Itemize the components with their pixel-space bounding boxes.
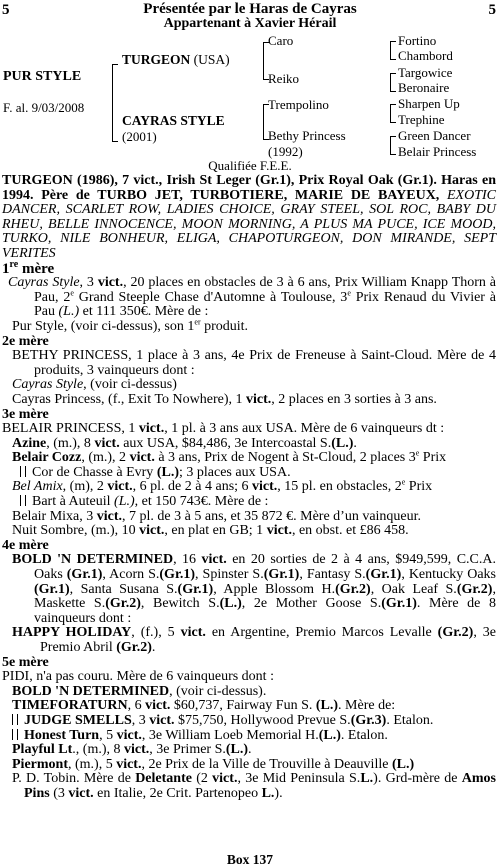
horse-info: F. al. 9/03/2008 (3, 100, 85, 115)
pedigree-bracket-5 (390, 73, 396, 92)
fifth-dam-produce-bold: BOLD 'N DETERMINED, (voir ci-dessus). (12, 683, 267, 699)
third-dam-produce-amix-cont: Bart à Auteuil (L.), et 150 743€. Mère de : (0, 495, 500, 510)
lot-number-left: 5 (2, 2, 10, 18)
pedigree-bracket-1 (112, 64, 118, 142)
pedigree-bracket-7 (390, 136, 396, 155)
qualification: Qualifiée F.E.E. (208, 158, 292, 173)
pedigree-ggs5: Sharpen Up (398, 96, 460, 111)
third-dam-produce-nuit: Nuit Sombre, (m.), 10 vict., en plat en GB; 1 vict., en obst. et £86 458. (12, 523, 409, 539)
third-dam-produce-azine: Azine, (m.), 8 vict. aux USA, $84,486, 3e Intercoastal S.(L.). (12, 435, 357, 451)
pedigree-ggs1: Fortino (398, 33, 437, 48)
first-dam-entry: Cayras Style, 3 vict., 20 places en obstacles de 3 à 6 ans, Prix William Knapp Thorn à Pau, 2e Grand Steeple Chase d'Automne à Toulouse, 3e Prix Renaud du Vivier à Pau (L.) et 111 350€. Mère de : (8, 275, 497, 320)
second-dam-produce-2: Cayras Princess, (f., Exit To Nowhere), 1 vict., 2 places en 3 sorties à 3 ans. (12, 391, 437, 407)
pedigree-gs4-year: (1992) (268, 144, 303, 159)
catalogue-body (0, 174, 500, 802)
page-subtitle: Appartenant à Xavier Hérail (163, 16, 337, 31)
pedigree-dam: CAYRAS STYLE (122, 113, 225, 128)
fourth-dam-heading: 4e mère (2, 537, 49, 553)
pedigree-ggs6: Trephine (398, 112, 445, 127)
descent-bar (20, 466, 26, 477)
fourth-dam-entry: BOLD 'N DETERMINED, 16 vict. en 20 sorties de 2 à 4 ans, $949,599, C.C.A. Oaks (Gr.1), Acorn S.(Gr.1), Spinster S.(Gr.1), Fantasy S.(Gr.1), Kentucky Oaks (Gr.1), Santa Susana S.(Gr.1), Apple Blossom H.(Gr.2), Oak Leaf S.(Gr.2), Maskette S.(Gr.2), Bewitch S.(L.), 2e Mother Goose S.(Gr.1). Mère de 8 vainqueurs dont : (12, 552, 496, 626)
fifth-dam-produce-playful: Playful Lt., (m.), 8 vict., 3e Primer S.(L.). (12, 742, 252, 758)
pedigree-ggs7: Green Dancer (398, 128, 471, 143)
pedigree-gs2: Reiko (268, 71, 300, 86)
page-title: Présentée par le Haras de Cayras (143, 1, 357, 17)
second-dam-produce-1: Cayras Style, (voir ci-dessus) (12, 377, 177, 393)
horse-name: PUR STYLE (3, 69, 82, 84)
fifth-dam-heading: 5e mère (2, 654, 49, 670)
fifth-dam-produce-piermont: Piermont, (m.), 5 vict., 2e Prix de la Ville de Trouville à Deauville (L.) (12, 756, 415, 772)
pedigree-bracket-6 (390, 104, 396, 123)
third-dam-produce-cozz-cont: Cor de Chasse à Evry (L.); 3 places aux USA. (0, 466, 500, 481)
first-dam-heading: 1re mère (2, 258, 55, 277)
fifth-dam-produce-timeforaturn: TIMEFORATURN, 6 vict. $60,737, Fairway Fun S. (L.). Mère de: (12, 698, 396, 714)
pedigree-ggs8: Belair Princess (398, 144, 477, 159)
fifth-dam-produce-tobin: P. D. Tobin. Mère de Deletante (2 vict., 3e Mid Peninsula S.L.). Grd-mère de Amos Pins (3 vict. en Italie, 2e Crit. Partenopeo L.). (12, 771, 497, 801)
pedigree-ggs4: Beronaire (398, 80, 450, 95)
pedigree-sire: TURGEON (USA) (122, 52, 230, 67)
descent-bar (12, 729, 18, 740)
pedigree-gs1: Caro (268, 33, 294, 48)
first-dam-produce: Pur Style, (voir ci-dessus), son 1er produit. (12, 317, 249, 334)
third-dam-produce-mixa: Belair Mixa, 3 vict., 7 pl. de 3 à 5 ans, et 35 872 €. Mère d’un vainqueur. (12, 508, 422, 524)
pedigree-ggs3: Targowice (398, 65, 453, 80)
descent-bar (20, 495, 26, 506)
third-dam-produce-amix: Bel Amix, (m), 2 vict., 6 pl. de 2 à 4 ans; 6 vict., 15 pl. en obstacles, 2e Prix (12, 477, 433, 495)
third-dam-produce-cozz: Belair Cozz, (m.), 2 vict. à 3 ans, Prix de Nogent à St-Cloud, 2 places 3e Prix (12, 448, 447, 466)
fifth-dam-entry: PIDI, n'a pas couru. Mère de 6 vainqueurs dont : (2, 669, 274, 685)
second-dam-entry: BETHY PRINCESS, 1 place à 3 ans, 4e Prix de Freneuse à Saint-Cloud. Mère de 4 produits, 3 vainqueurs dont : (12, 348, 496, 378)
fifth-dam-produce-judge-smells: JUDGE SMELLS, 3 vict. $75,750, Hollywood Prevue S.(Gr.3). Etalon. (0, 714, 500, 729)
third-dam-entry: BELAIR PRINCESS, 1 vict., 1 pl. à 3 ans aux USA. Mère de 6 vainqueurs dt : (2, 421, 445, 437)
third-dam-heading: 3e mère (2, 406, 49, 422)
pedigree-bracket-4 (390, 41, 396, 60)
fifth-dam-produce-honest-turn: Honest Turn, 5 vict., 3e William Loeb Memorial H.(L.). Etalon. (0, 729, 500, 744)
second-dam-heading: 2e mère (2, 333, 49, 349)
fourth-dam-produce-happy-holiday: HAPPY HOLIDAY, (f.), 5 vict. en Argentine, Premio Marcos Levalle (Gr.2), 3e Premio Abril (Gr.2). (12, 625, 496, 655)
pedigree-dam-year: (2001) (122, 129, 157, 144)
lot-number-right: 5 (488, 2, 496, 18)
box-number: Box 137 (226, 852, 274, 867)
descent-bar (12, 714, 18, 725)
sire-description: TURGEON (1986), 7 vict., Irish St Leger (Gr.1), Prix Royal Oak (Gr.1). Haras en 1994. Père de TURBO JET, TURBOTIERE, MARIE DE BAYEUX, EXOTIC DANCER, SCARLET ROW, LADIES CHOICE, GRAY STEEL, SOL ROC, BABY DU RHEU, BELLE INNOCENCE, MOON MORNING, A PLUS MA PUCE, ICE MOOD, TURKO, NILE BONHEUR, ELIGA, CHAPOTURGEON, DON MIRANDE, SEPT VERITES (2, 173, 497, 261)
pedigree-gs3: Trempolino (268, 97, 329, 112)
pedigree-gs4: Bethy Princess (268, 128, 346, 143)
pedigree-ggs2: Chambord (398, 48, 453, 63)
